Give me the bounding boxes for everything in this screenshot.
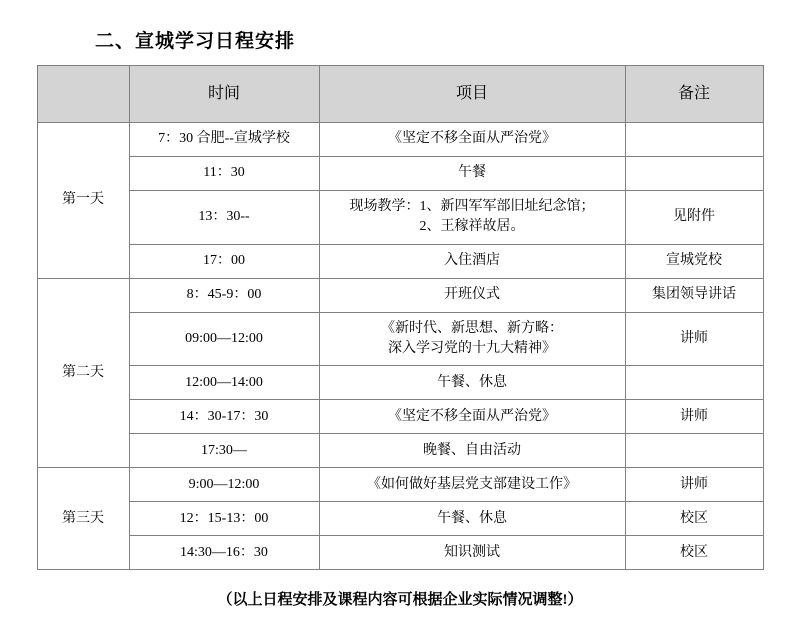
column-header-item: 项目 <box>319 66 625 123</box>
time-cell: 17：00 <box>129 244 319 278</box>
note-cell: 校区 <box>625 502 763 536</box>
table-row <box>37 366 763 400</box>
note-cell <box>625 434 763 468</box>
table-row <box>37 312 763 366</box>
table-row <box>37 536 763 570</box>
item-cell: 入住酒店 <box>319 244 625 278</box>
item-cell: 开班仪式 <box>319 278 625 312</box>
time-cell: 13：30-- <box>129 191 319 245</box>
time-cell: 11：30 <box>129 157 319 191</box>
time-cell: 9:00—12:00 <box>129 468 319 502</box>
item-cell: 《新时代、新思想、新方略： 深入学习党的十九大精神》 <box>319 312 625 366</box>
item-cell: 知识测试 <box>319 536 625 570</box>
time-cell: 17:30— <box>129 434 319 468</box>
note-cell: 讲师 <box>625 312 763 366</box>
table-row <box>37 244 763 278</box>
item-cell: 《如何做好基层党支部建设工作》 <box>319 468 625 502</box>
column-header-day <box>37 66 129 123</box>
day-cell: 第三天 <box>37 468 129 570</box>
table-row <box>37 157 763 191</box>
item-cell: 晚餐、自由活动 <box>319 434 625 468</box>
time-cell: 14:30—16：30 <box>129 536 319 570</box>
day-cell: 第二天 <box>37 278 129 468</box>
table-row <box>37 468 763 502</box>
time-cell: 7：30 合肥--宣城学校 <box>129 123 319 157</box>
table-body <box>37 123 763 570</box>
note-cell: 见附件 <box>625 191 763 245</box>
time-cell: 8：45-9：00 <box>129 278 319 312</box>
item-cell: 《坚定不移全面从严治党》 <box>319 123 625 157</box>
column-header-time: 时间 <box>129 66 319 123</box>
table-row <box>37 434 763 468</box>
item-cell: 午餐、休息 <box>319 366 625 400</box>
day-cell: 第一天 <box>37 123 129 279</box>
note-cell: 讲师 <box>625 468 763 502</box>
table-header-row <box>37 66 763 123</box>
note-cell: 校区 <box>625 536 763 570</box>
time-cell: 12：15-13：00 <box>129 502 319 536</box>
table-row <box>37 191 763 245</box>
table-row <box>37 400 763 434</box>
table-header <box>37 66 763 123</box>
page-title: 二、宣城学习日程安排 <box>95 31 296 52</box>
table-row <box>37 278 763 312</box>
table-row <box>37 123 763 157</box>
note-cell: 讲师 <box>625 400 763 434</box>
note-cell <box>625 157 763 191</box>
table-row <box>37 502 763 536</box>
column-header-note: 备注 <box>625 66 763 123</box>
schedule-table <box>37 65 764 570</box>
time-cell: 14：30-17：30 <box>129 400 319 434</box>
item-cell: 《坚定不移全面从严治党》 <box>319 400 625 434</box>
item-cell: 午餐、休息 <box>319 502 625 536</box>
note-cell: 宣城党校 <box>625 244 763 278</box>
time-cell: 12:00—14:00 <box>129 366 319 400</box>
note-cell <box>625 123 763 157</box>
item-cell: 现场教学：1、新四军军部旧址纪念馆； 2、王稼祥故居。 <box>319 191 625 245</box>
item-cell: 午餐 <box>319 157 625 191</box>
footnote: （以上日程安排及课程内容可根据企业实际情况调整!） <box>217 592 583 609</box>
note-cell <box>625 366 763 400</box>
time-cell: 09:00—12:00 <box>129 312 319 366</box>
note-cell: 集团领导讲话 <box>625 278 763 312</box>
